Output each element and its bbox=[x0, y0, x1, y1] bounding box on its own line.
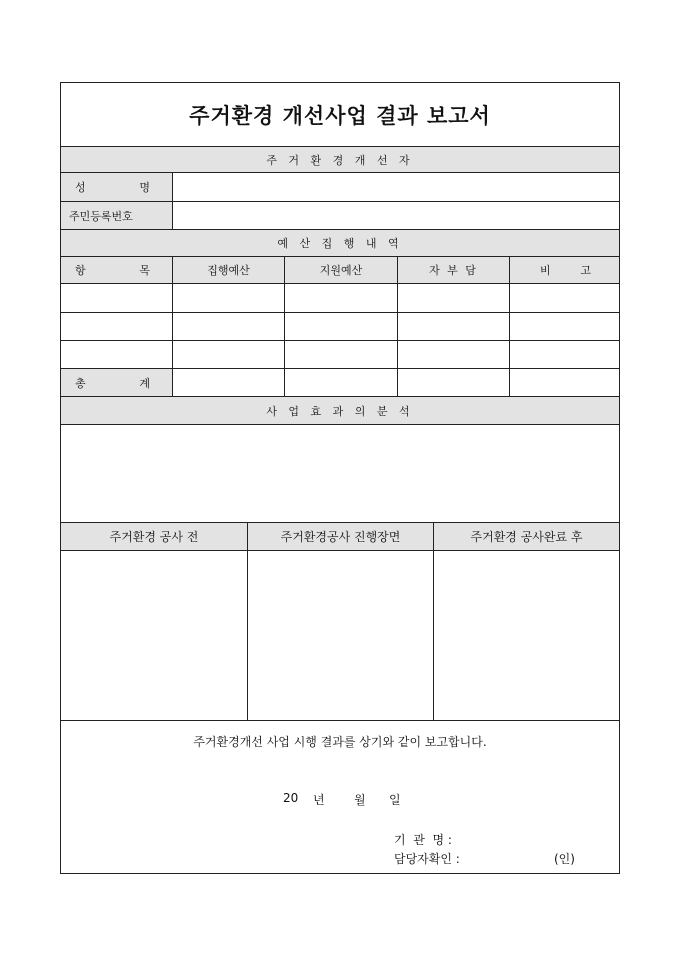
remarks-char-1: 비 bbox=[540, 264, 551, 277]
applicant-section-header: 주 거 환 경 개 선 자 bbox=[61, 147, 619, 173]
photo-area-row bbox=[61, 551, 619, 721]
budget-header-exec: 집행예산 bbox=[173, 257, 285, 283]
date-year-unit: 년 bbox=[313, 793, 325, 807]
budget-header-support: 지원예산 bbox=[285, 257, 398, 283]
budget-cell[interactable] bbox=[285, 341, 398, 368]
seal-mark: (인) bbox=[554, 852, 575, 866]
budget-header-row bbox=[61, 257, 619, 284]
rrn-row bbox=[61, 202, 619, 230]
budget-cell[interactable] bbox=[510, 341, 619, 368]
total-label bbox=[61, 369, 173, 396]
budget-cell[interactable] bbox=[398, 313, 510, 340]
footer-statement: 주거환경개선 사업 시행 결과를 상기와 같이 보고합니다. bbox=[193, 735, 487, 749]
rrn-label: 주민등록번호 bbox=[61, 202, 173, 229]
footer-area bbox=[61, 721, 619, 873]
name-label bbox=[61, 173, 173, 201]
total-char-2: 계 bbox=[139, 376, 150, 390]
effect-section-header: 사 업 효 과 의 분 석 bbox=[61, 397, 619, 425]
budget-cell[interactable] bbox=[61, 284, 173, 312]
photo-before-label: 주거환경 공사 전 bbox=[61, 523, 248, 550]
total-char-1: 총 bbox=[75, 376, 86, 390]
budget-cell[interactable] bbox=[173, 313, 285, 340]
name-label-char-2: 명 bbox=[139, 181, 150, 194]
total-remarks-cell[interactable] bbox=[510, 369, 619, 396]
budget-section-header: 예 산 집 행 내 역 bbox=[61, 230, 619, 257]
budget-cell[interactable] bbox=[510, 284, 619, 312]
form-title: 주거환경 개선사업 결과 보고서 bbox=[61, 83, 619, 147]
name-field[interactable] bbox=[173, 173, 619, 201]
budget-row bbox=[61, 313, 619, 341]
remarks-char-2: 고 bbox=[580, 264, 591, 277]
budget-header-item bbox=[61, 257, 173, 283]
budget-cell[interactable] bbox=[398, 284, 510, 312]
budget-cell[interactable] bbox=[61, 313, 173, 340]
budget-cell[interactable] bbox=[173, 284, 285, 312]
photo-during-label: 주거환경공사 진행장면 bbox=[248, 523, 434, 550]
photo-header-row bbox=[61, 523, 619, 551]
date-month: 월 bbox=[354, 793, 366, 807]
budget-cell[interactable] bbox=[173, 341, 285, 368]
report-form bbox=[60, 82, 620, 874]
date-day: 일 bbox=[389, 793, 401, 807]
total-support-cell[interactable] bbox=[285, 369, 398, 396]
total-exec-cell[interactable] bbox=[173, 369, 285, 396]
photo-before-area[interactable] bbox=[61, 551, 248, 720]
name-label-char-1: 성 bbox=[75, 181, 86, 194]
budget-row bbox=[61, 341, 619, 369]
item-char-2: 목 bbox=[139, 264, 150, 277]
budget-cell[interactable] bbox=[285, 284, 398, 312]
budget-cell[interactable] bbox=[398, 341, 510, 368]
officer-label: 담당자확인 : bbox=[394, 852, 460, 866]
date-year: 20 bbox=[283, 791, 299, 805]
budget-total-row bbox=[61, 369, 619, 397]
budget-header-remarks bbox=[510, 257, 619, 283]
item-char-1: 항 bbox=[75, 264, 86, 277]
photo-during-area[interactable] bbox=[248, 551, 434, 720]
photo-after-area[interactable] bbox=[434, 551, 619, 720]
budget-row bbox=[61, 284, 619, 313]
name-row bbox=[61, 173, 619, 202]
effect-analysis-field[interactable] bbox=[61, 425, 619, 523]
total-self-cell[interactable] bbox=[398, 369, 510, 396]
budget-cell[interactable] bbox=[510, 313, 619, 340]
budget-cell[interactable] bbox=[61, 341, 173, 368]
budget-header-self: 자 부 담 bbox=[398, 257, 510, 283]
photo-after-label: 주거환경 공사완료 후 bbox=[434, 523, 619, 550]
budget-cell[interactable] bbox=[285, 313, 398, 340]
org-label: 기 관 명 : bbox=[394, 833, 452, 847]
rrn-field[interactable] bbox=[173, 202, 619, 229]
